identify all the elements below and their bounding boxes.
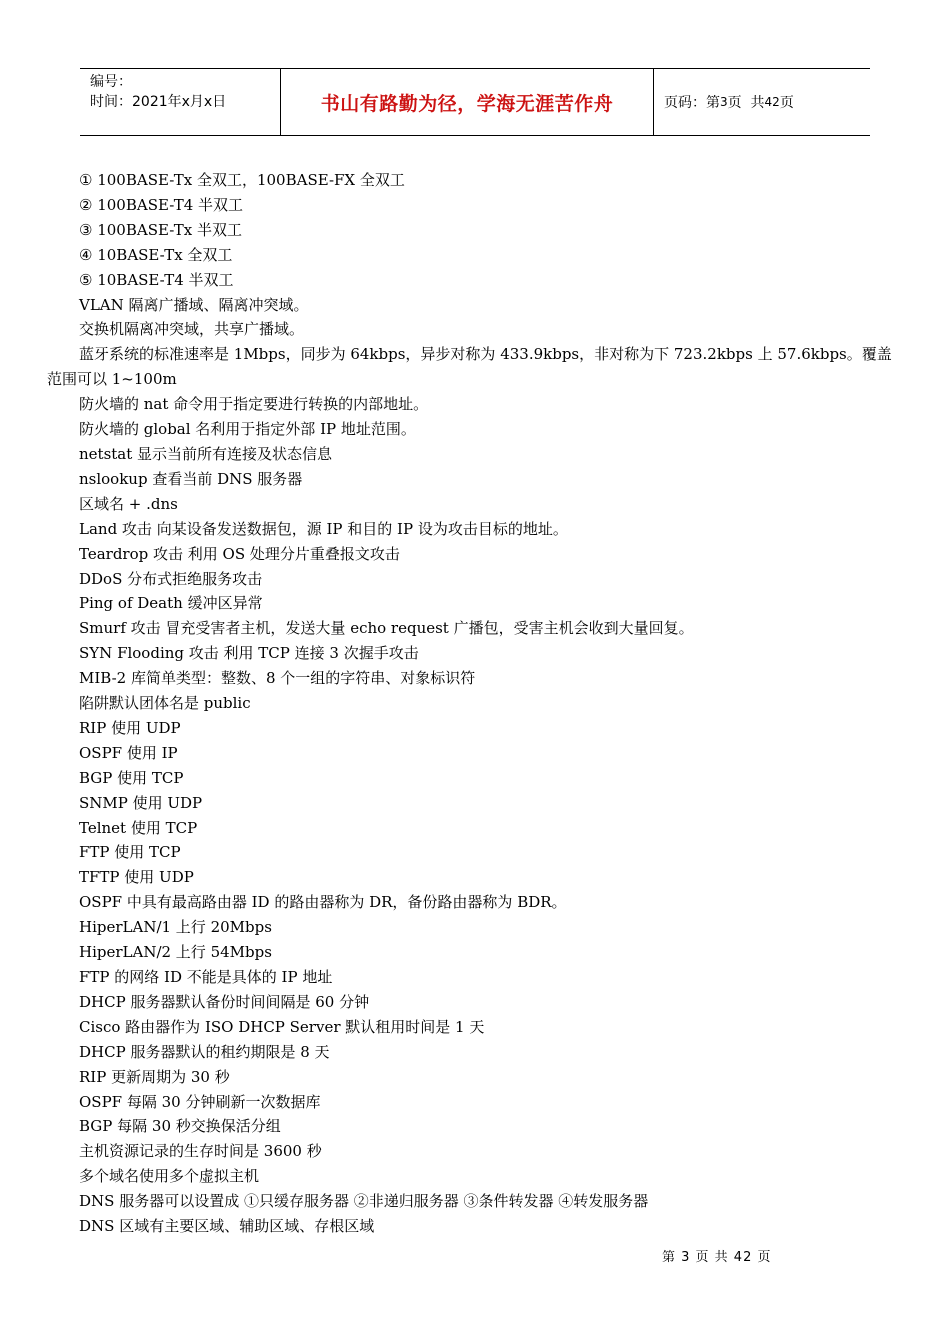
body-line: RIP 使用 UDP — [79, 718, 181, 737]
body-line: DNS 服务器可以设置成 ①只缓存服务器 ②非递归服务器 ③条件转发器 ④转发服务器 — [79, 1192, 649, 1211]
body-line: ① 100BASE-Tx 全双工，100BASE-FX 全双工 — [79, 171, 405, 189]
body-line: OSPF 中具有最高路由器 ID 的路由器称为 DR，备份路由器称为 BDR。 — [79, 893, 567, 912]
header-motto: 书山有路勤为径，学海无涯苦作舟 — [281, 69, 654, 135]
document-number-label: 编号： — [90, 74, 132, 90]
body-line: ④ 10BASE-Tx 全双工 — [79, 245, 233, 264]
body-line: FTP 使用 TCP — [79, 843, 181, 862]
body-line: DHCP 服务器默认的租约期限是 8 天 — [79, 1042, 330, 1061]
body-line: OSPF 每隔 30 分钟刷新一次数据库 — [79, 1092, 321, 1111]
page-footer: 第 3 页 共 42 页 — [662, 1250, 772, 1265]
body-line: RIP 更新周期为 30 秒 — [79, 1067, 230, 1086]
body-line: HiperLAN/2 上行 54Mbps — [79, 943, 272, 962]
body-line: 多个域名使用多个虚拟主机 — [79, 1167, 260, 1186]
body-line: MIB-2 库简单类型：整数、8 个一组的字符串、对象标识符 — [79, 669, 476, 688]
body-line: 区域名 + .dns — [79, 494, 178, 513]
document-time-label: 时间：2021年x月x日 — [90, 94, 227, 110]
body-line: TFTP 使用 UDP — [79, 868, 194, 887]
body-line: 陷阱默认团体名是 public — [79, 694, 251, 713]
body-line: HiperLAN/1 上行 20Mbps — [79, 918, 272, 937]
header-meta — [80, 69, 281, 135]
header-page-number — [654, 69, 870, 135]
body-line: SNMP 使用 UDP — [79, 793, 203, 812]
page-header — [80, 68, 870, 136]
body-line: Teardrop 攻击 利用 OS 处理分片重叠报文攻击 — [79, 544, 400, 563]
body-line: nslookup 查看当前 DNS 服务器 — [79, 469, 303, 488]
body-line: ⑤ 10BASE-T4 半双工 — [79, 270, 234, 289]
body-line: Telnet 使用 TCP — [79, 818, 198, 837]
body-line: 防火墙的 nat 命令用于指定要进行转换的内部地址。 — [79, 395, 429, 414]
body-line: 防火墙的 global 名利用于指定外部 IP 地址范围。 — [79, 420, 416, 439]
body-line: 蓝牙系统的标准速率是 1Mbps，同步为 64kbps，异步对称为 433.9kbps，非对称为下 723.2kbps 上 57.6kbps。覆盖范围可以 1~100m — [47, 345, 892, 389]
body-line: 主机资源记录的生存时间是 3600 秒 — [79, 1142, 322, 1161]
body-line: netstat 显示当前所有连接及状态信息 — [79, 444, 333, 463]
body-line: BGP 每隔 30 秒交换保活分组 — [79, 1117, 281, 1136]
page-total: 42 — [764, 95, 780, 109]
body-line: Smurf 攻击 冒充受害者主机，发送大量 echo request 广播包，受害主机会收到大量回复。 — [79, 619, 694, 638]
body-line: SYN Flooding 攻击 利用 TCP 连接 3 次握手攻击 — [79, 644, 419, 663]
body-line: Land 攻击 向某设备发送数据包，源 IP 和目的 IP 设为攻击目标的地址。 — [79, 519, 568, 538]
body-line: BGP 使用 TCP — [79, 768, 184, 787]
body-line: Ping of Death 缓冲区异常 — [79, 594, 263, 613]
page-current: 3 — [720, 95, 728, 109]
page-suffix: 页 — [779, 95, 794, 111]
body-line: VLAN 隔离广播域、隔离冲突域。 — [79, 295, 309, 314]
body-line: OSPF 使用 IP — [79, 743, 178, 762]
body-line: DDoS 分布式拒绝服务攻击 — [79, 569, 263, 588]
document-body — [47, 168, 902, 1239]
body-line: 交换机隔离冲突域，共享广播域。 — [79, 320, 305, 339]
body-line: DNS 区域有主要区域、辅助区域、存根区域 — [79, 1217, 375, 1236]
page-mid: 页 共 — [727, 95, 765, 111]
page-prefix: 页码：第 — [664, 95, 720, 111]
body-line: ② 100BASE-T4 半双工 — [79, 195, 244, 214]
body-line: Cisco 路由器作为 ISO DHCP Server 默认租用时间是 1 天 — [79, 1017, 485, 1036]
body-line: FTP 的网络 ID 不能是具体的 IP 地址 — [79, 968, 333, 986]
body-line: DHCP 服务器默认备份时间间隔是 60 分钟 — [79, 992, 370, 1011]
body-line: ③ 100BASE-Tx 半双工 — [79, 220, 242, 239]
